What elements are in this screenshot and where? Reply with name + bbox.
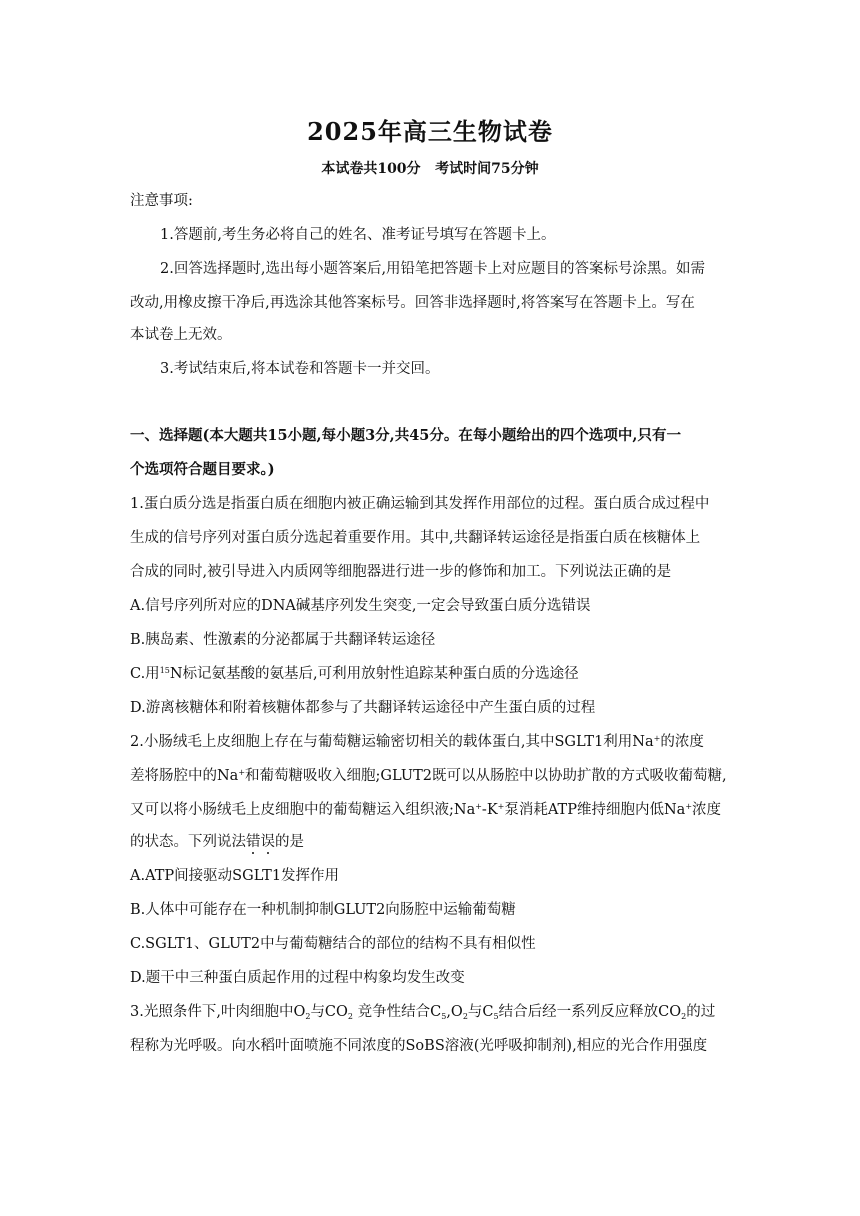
q3-l1-a: 3.光照条件下,叶肉细胞中O: [130, 1004, 306, 1020]
q2-l3-post: 浓度: [692, 802, 722, 818]
notice-item-2-line-1: 2.回答选择题时,选出每小题答案后,用铅笔把答题卡上对应题目的答案标号涂黑。如需: [160, 261, 706, 277]
ion-charge: +: [238, 768, 246, 777]
section-heading-line-1: 一、选择题(本大题共15小题,每小题3分,共45分。在每小题给出的四个选项中,只有一: [130, 427, 681, 444]
q2-stem-line-1: [130, 732, 730, 752]
notice-item-3: 3.考试结束后,将本试卷和答题卡一并交回。: [160, 361, 440, 377]
q2-stem-line-4: [130, 832, 730, 852]
q1-option-d: D.游离核糖体和附着核糖体都参与了共翻译转运途径中产生蛋白质的过程: [130, 700, 596, 716]
subscript: 2: [305, 1012, 311, 1021]
q2-l2-post: 和葡萄糖吸收入细胞;GLUT2既可以从肠腔中以协助扩散的方式吸收葡萄糖,: [245, 768, 727, 784]
q1-option-c-prefix: C.用: [130, 666, 160, 682]
q2-option-d: D.题干中三种蛋白质起作用的过程中构象均发生改变: [130, 970, 465, 986]
q3-l1-f: 结合后经一系列反应释放CO: [498, 1004, 682, 1020]
q3-stem-line-2: 程称为光呼吸。向水稻叶面喷施不同浓度的SoBS溶液(光呼吸抑制剂),相应的光合作用强度: [130, 1038, 708, 1054]
q1-option-c-text: N标记氨基酸的氨基后,可利用放射性追踪某种蛋白质的分选途径: [169, 666, 579, 682]
section-heading-line-2: 个选项符合题目要求。): [130, 461, 275, 478]
notice-item-1: 1.答题前,考生务必将自己的姓名、准考证号填写在答题卡上。: [160, 227, 556, 243]
notice-item-2-line-3: 本试卷上无效。: [130, 327, 232, 343]
ion-charge: +: [653, 734, 661, 743]
q1-option-b: B.胰岛素、性激素的分泌都属于共翻译转运途径: [130, 632, 436, 648]
q2-l3-mid2: 泵消耗ATP维持细胞内低Na: [504, 802, 686, 818]
q1-option-a: A.信号序列所对应的DNA碱基序列发生突变,一定会导致蛋白质分选错误: [130, 598, 591, 614]
emphasis-char: 误: [260, 834, 275, 850]
q2-l4-post: 的是: [275, 834, 304, 850]
exam-title: 2025年高三生物试卷: [307, 117, 553, 146]
q2-option-b: B.人体中可能存在一种机制抑制GLUT2向肠腔中运输葡萄糖: [130, 902, 516, 918]
notice-item-2-line-2: 改动,用橡皮擦干净后,再选涂其他答案标号。回答非选择题时,将答案写在答题卡上。写在: [130, 295, 695, 311]
q2-l4-pre: 的状态。下列说法: [130, 834, 246, 850]
ion-charge: +: [475, 802, 482, 811]
subscript: 5: [493, 1012, 499, 1021]
subscript: 5: [441, 1012, 447, 1021]
ion-charge: +: [497, 802, 505, 811]
q2-stem-line-2: [130, 766, 730, 786]
q2-stem-line-3: [130, 800, 730, 820]
q3-l1-b: 与CO: [310, 1004, 348, 1020]
subscript: 2: [681, 1012, 687, 1021]
subscript: 2: [462, 1012, 468, 1021]
q3-stem-line-1: [130, 1002, 730, 1022]
emphasis-char: 错: [246, 834, 261, 850]
exam-subtitle: 本试卷共100分 考试时间75分钟: [321, 161, 539, 177]
q2-l3-mid1: -K: [481, 802, 498, 818]
q2-l1-post: 的浓度: [660, 734, 704, 750]
notice-heading: 注意事项:: [130, 193, 193, 209]
q1-stem-line-2: 生成的信号序列对蛋白质分选起着重要作用。其中,共翻译转运途径是指蛋白质在核糖体上: [130, 530, 701, 546]
q2-option-c: C.SGLT1、GLUT2中与葡萄糖结合的部位的结构不具有相似性: [130, 936, 536, 952]
q3-l1-g: 的过: [686, 1004, 716, 1020]
q2-option-a: A.ATP间接驱动SGLT1发挥作用: [130, 868, 340, 884]
q2-l2-pre: 差将肠腔中的Na: [130, 768, 239, 784]
ion-charge: +: [685, 802, 693, 811]
isotope-superscript: 15: [159, 666, 170, 675]
q1-option-c: [130, 664, 730, 684]
subscript: 2: [347, 1012, 354, 1021]
q1-stem-line-3: 合成的同时,被引导进入内质网等细胞器进行进一步的修饰和加工。下列说法正确的是: [130, 564, 672, 580]
q1-stem-line-1: 1.蛋白质分选是指蛋白质在细胞内被正确运输到其发挥作用部位的过程。蛋白质合成过程中: [130, 496, 710, 512]
q2-l3-pre: 又可以将小肠绒毛上皮细胞中的葡萄糖运入组织液;Na: [130, 802, 476, 818]
q3-l1-e: 与C: [467, 1004, 494, 1020]
q3-l1-c: 竞争性结合C: [353, 1004, 442, 1020]
q2-l1-pre: 2.小肠绒毛上皮细胞上存在与葡萄糖运输密切相关的载体蛋白,其中SGLT1利用Na: [130, 734, 654, 750]
q3-l1-d: ,O: [446, 1004, 463, 1020]
